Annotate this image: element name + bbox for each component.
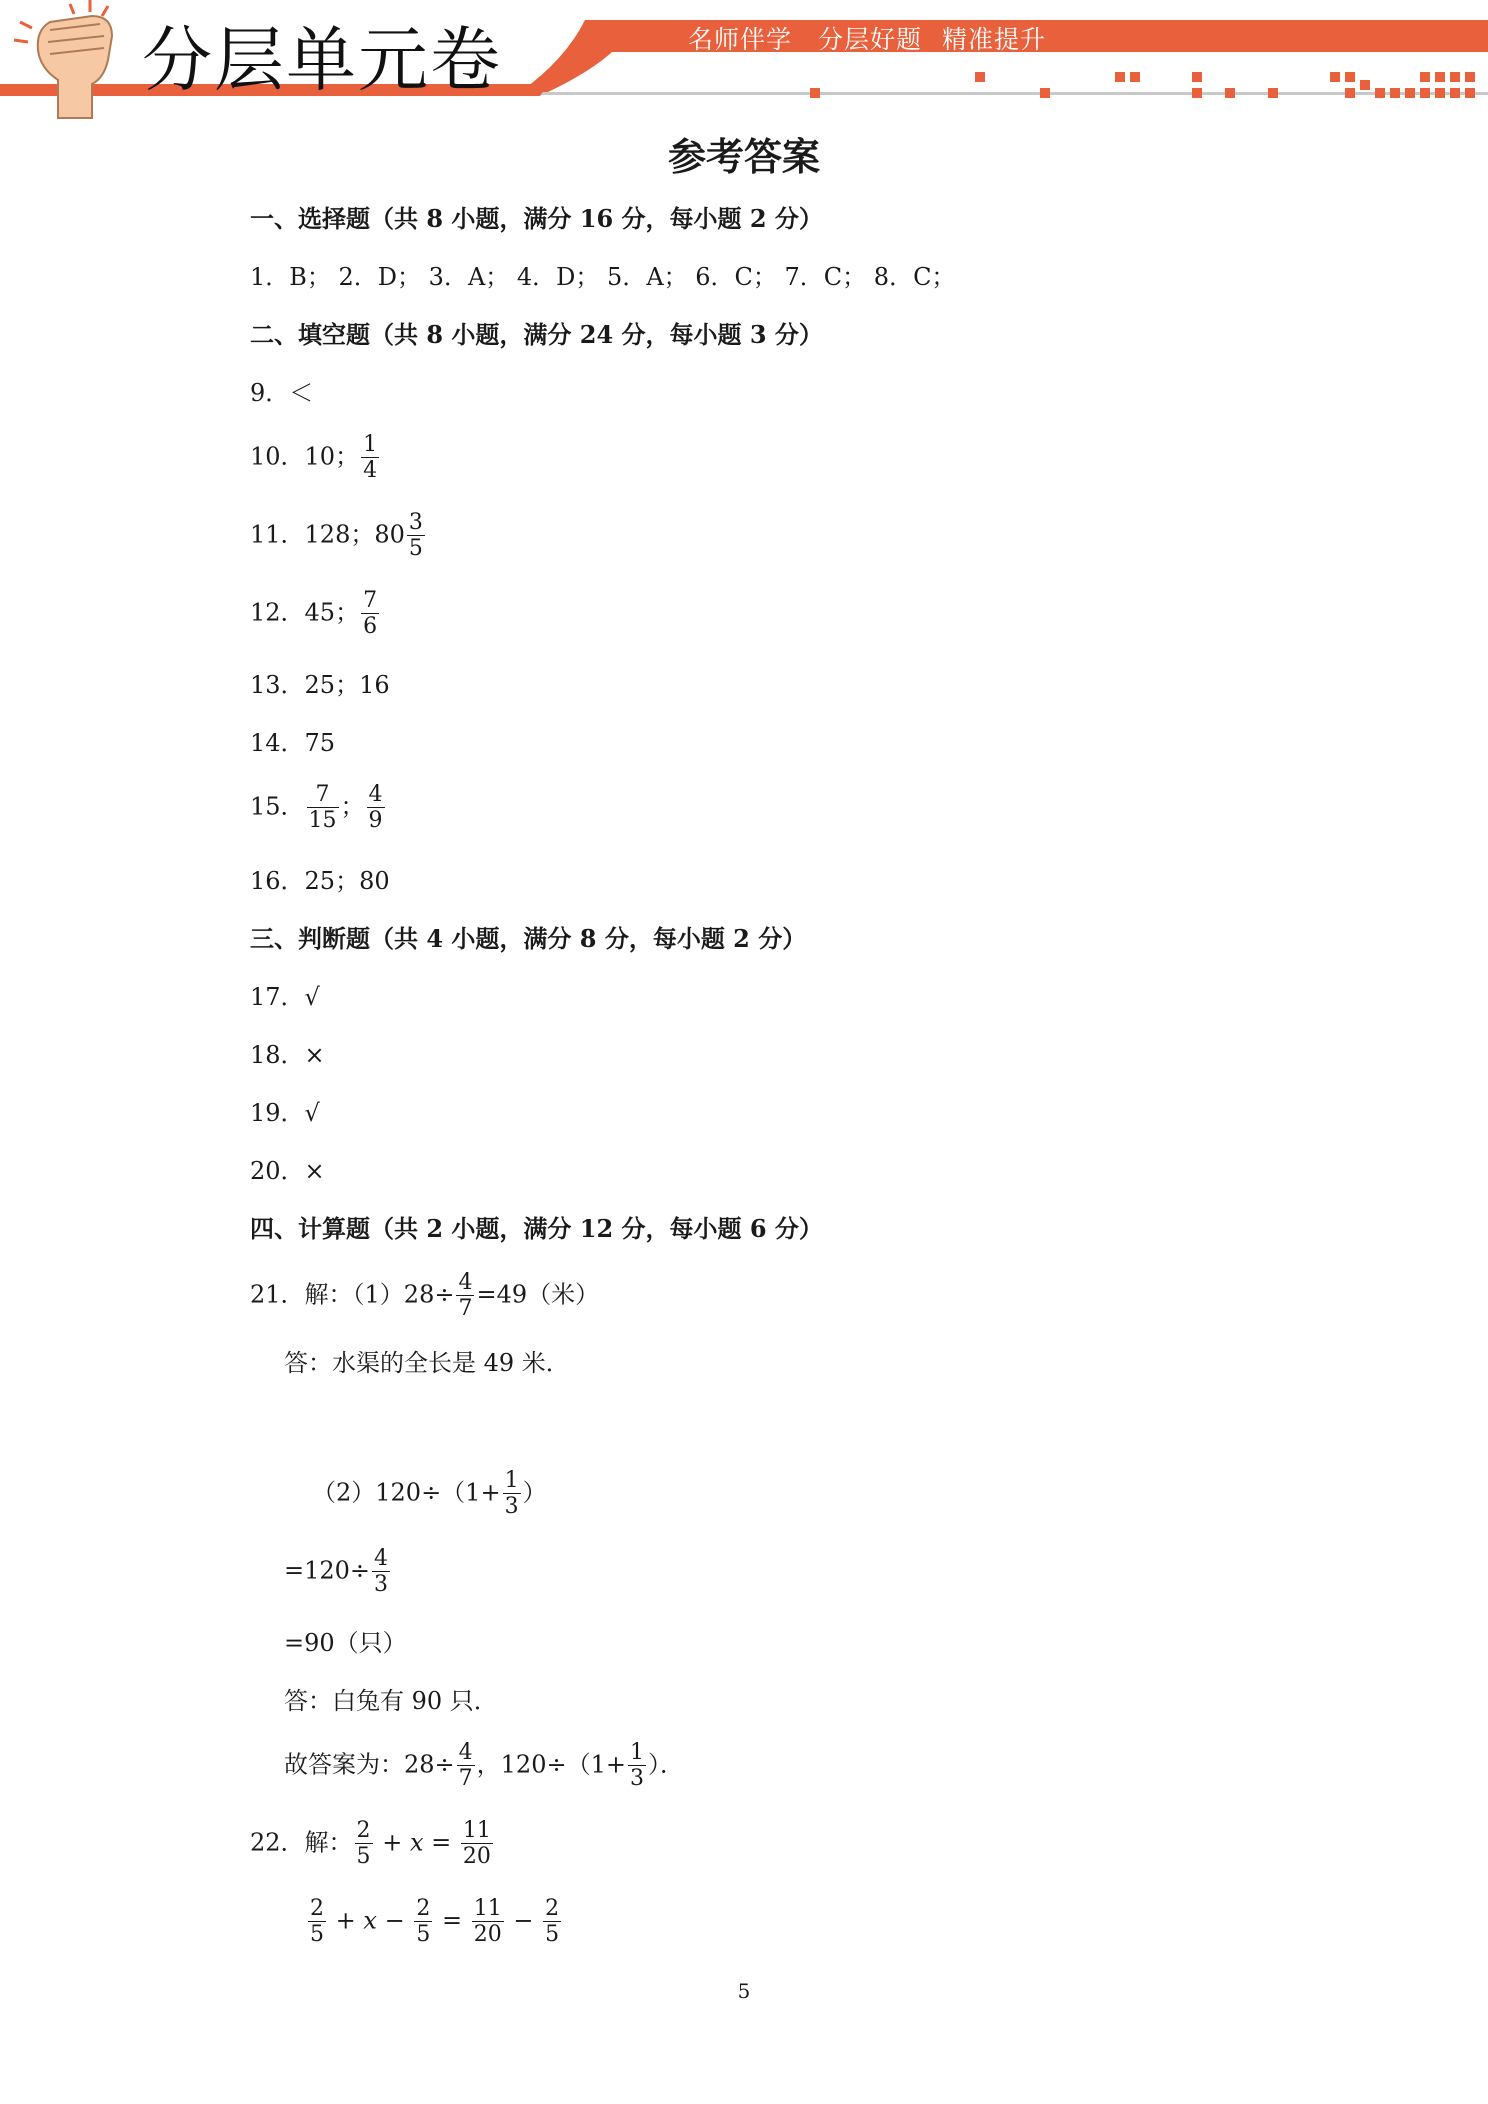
fraction: $\frac{4}{9}$ — [368, 782, 383, 834]
answer-21-step1: =120÷ $\frac{4}{3}$ — [284, 1546, 389, 1598]
choice-answers: 1．B； 2．D； 3．A； 4．D； 5．A； 6．C； 7．C； 8．C； — [250, 263, 956, 291]
fraction: $\frac{7}{15}$ — [308, 782, 337, 834]
fraction: $\frac{1}{3}$ — [504, 1468, 519, 1520]
page-title: 参考答案 — [667, 134, 820, 179]
answer-22-line1: 22．解： $\frac{2}{5}$ + x = $\frac{11}{20}$ — [250, 1818, 491, 1870]
fist-hand-icon — [14, 0, 112, 118]
section-heading-calc: 四、计算题（共 2 小题，满分 12 分，每小题 6 分） — [250, 1214, 823, 1243]
answer-21-part1: 21．解：（1）28÷ $\frac{4}{7}$ =49（米） — [250, 1270, 600, 1322]
answer-15-text: 15． — [250, 792, 305, 821]
fraction: $\frac{1}{4}$ — [363, 432, 378, 484]
slogan-1: 名师伴学 — [688, 25, 793, 54]
fraction: $\frac{4}{7}$ — [458, 1270, 473, 1322]
fraction: $\frac{7}{6}$ — [363, 588, 378, 640]
answer-16: 16．25；80 — [250, 867, 390, 895]
answer-12-text: 12．45； — [250, 598, 360, 627]
answer-21-final: 故答案为：28÷ $\frac{4}{7}$ ，120÷（1+ $\frac{1}{3}$ ）． — [284, 1740, 684, 1792]
answer-10-text: 10．10； — [250, 442, 360, 471]
answer-11-text: 11．128；80 — [250, 520, 405, 549]
brand-title: 分层单元卷 — [142, 19, 502, 101]
fraction: $\frac{4}{7}$ — [458, 1740, 473, 1792]
fraction: $\frac{1}{3}$ — [629, 1740, 644, 1792]
slogan-3: 精准提升 — [942, 25, 1047, 54]
fraction: $\frac{11}{20}$ — [462, 1818, 491, 1870]
fraction: $\frac{2}{5}$ — [310, 1896, 324, 1948]
section-heading-fill: 二、填空题（共 8 小题，满分 24 分，每小题 3 分） — [250, 320, 823, 349]
answer-21-part1-reply: 答：水渠的全长是 49 米． — [284, 1349, 570, 1377]
answer-10 — [250, 432, 381, 484]
section-heading-choice: 一、选择题（共 8 小题，满分 16 分，每小题 2 分） — [250, 204, 823, 233]
answer-19: 19．√ — [250, 1099, 320, 1127]
answer-20: 20．× — [250, 1157, 325, 1185]
answer-22-line2: $\frac{2}{5}$ + x − $\frac{2}{5}$ = $\frac{11}{20}$ − $\frac{2}{5}$ — [310, 1896, 560, 1948]
answer-9: 9．＜ — [250, 379, 314, 407]
answer-14: 14．75 — [250, 729, 336, 757]
answer-17: 17．√ — [250, 983, 320, 1011]
page-number: 5 — [737, 1979, 751, 2003]
fraction: $\frac{2}{5}$ — [356, 1818, 371, 1870]
fraction: $\frac{11}{20}$ — [473, 1896, 502, 1948]
fraction: $\frac{2}{5}$ — [545, 1896, 560, 1948]
answer-21-part2-reply: 答：白兔有 90 只． — [284, 1687, 498, 1715]
fraction: $\frac{3}{5}$ — [408, 510, 423, 562]
section-heading-judge: 三、判断题（共 4 小题，满分 8 分，每小题 2 分） — [250, 924, 807, 953]
answer-21-part2: （2）120÷（1+ $\frac{1}{3}$ ） — [312, 1468, 547, 1520]
fraction: $\frac{2}{5}$ — [416, 1896, 431, 1948]
answer-11 — [250, 510, 427, 562]
answer-18: 18．× — [250, 1041, 325, 1069]
answer-13: 13．25；16 — [250, 671, 390, 699]
page-header — [0, 0, 1488, 125]
answer-21-step2: =90（只） — [284, 1629, 407, 1657]
answer-15: 15． $\frac{7}{15}$ ； $\frac{4}{9}$ — [250, 782, 383, 834]
answer-12 — [250, 588, 381, 640]
fraction: $\frac{4}{3}$ — [374, 1546, 389, 1598]
slogan-2: 分层好题 — [818, 25, 923, 54]
